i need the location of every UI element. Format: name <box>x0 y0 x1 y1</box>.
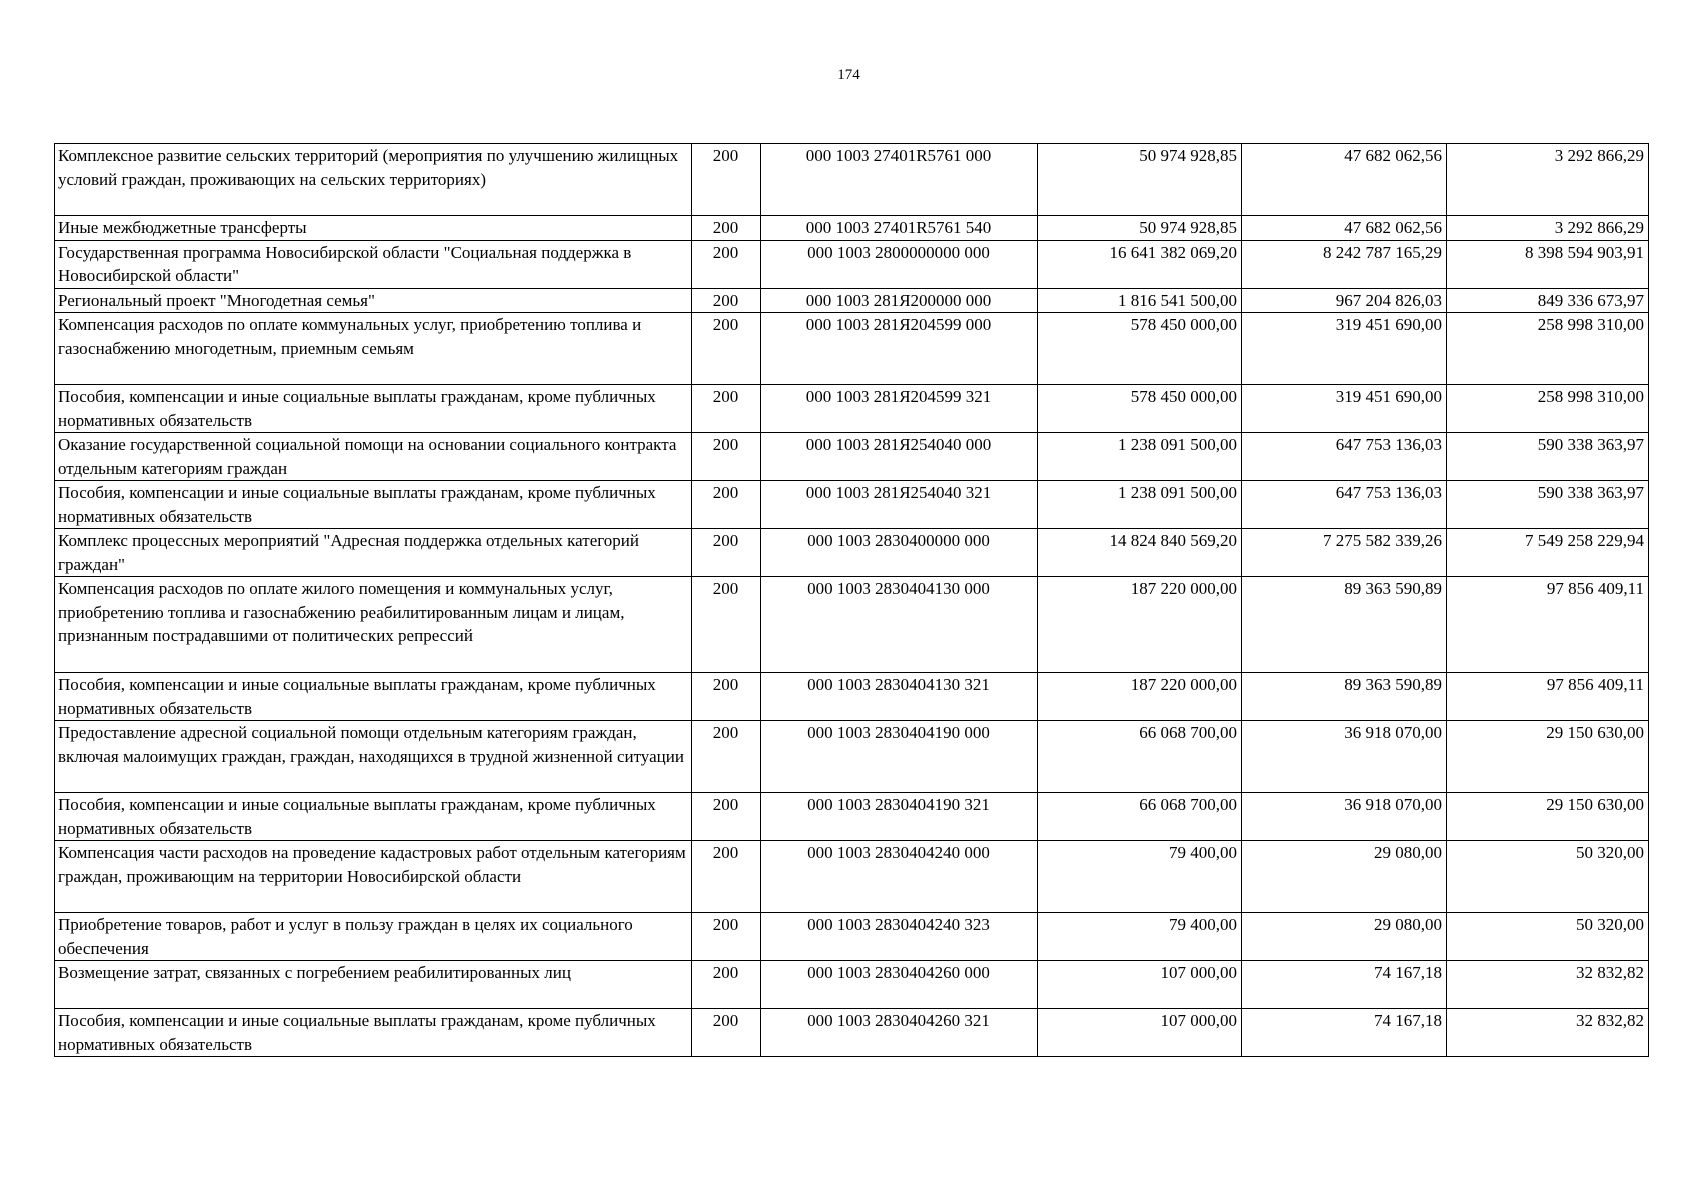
budget-classification-code-cell: 000 1003 2830404190 321 <box>761 793 1038 841</box>
admin-code-cell: 200 <box>692 240 761 288</box>
table-row <box>55 1009 1649 1057</box>
table-row <box>55 216 1649 241</box>
expense-name-cell: Пособия, компенсации и иные социальные выплаты гражданам, кроме публичных нормативных обязательств <box>55 481 692 529</box>
table-row <box>55 913 1649 961</box>
admin-code-cell: 200 <box>692 385 761 433</box>
executed-amount-cell: 647 753 136,03 <box>1242 433 1447 481</box>
admin-code-cell: 200 <box>692 961 761 1009</box>
unexecuted-amount-cell: 29 150 630,00 <box>1447 793 1649 841</box>
budget-classification-code-cell: 000 1003 27401R5761 540 <box>761 216 1038 241</box>
budget-classification-code-cell: 000 1003 281Я254040 000 <box>761 433 1038 481</box>
table-row <box>55 481 1649 529</box>
admin-code-cell: 200 <box>692 288 761 313</box>
approved-amount-cell: 107 000,00 <box>1038 961 1242 1009</box>
admin-code-cell: 200 <box>692 313 761 385</box>
executed-amount-cell: 319 451 690,00 <box>1242 313 1447 385</box>
unexecuted-amount-cell: 97 856 409,11 <box>1447 673 1649 721</box>
expense-name-cell: Пособия, компенсации и иные социальные выплаты гражданам, кроме публичных нормативных обязательств <box>55 793 692 841</box>
expense-name-cell: Пособия, компенсации и иные социальные выплаты гражданам, кроме публичных нормативных обязательств <box>55 673 692 721</box>
executed-amount-cell: 647 753 136,03 <box>1242 481 1447 529</box>
table-row <box>55 721 1649 793</box>
executed-amount-cell: 47 682 062,56 <box>1242 144 1447 216</box>
unexecuted-amount-cell: 258 998 310,00 <box>1447 313 1649 385</box>
unexecuted-amount-cell: 29 150 630,00 <box>1447 721 1649 793</box>
admin-code-cell: 200 <box>692 1009 761 1057</box>
unexecuted-amount-cell: 97 856 409,11 <box>1447 577 1649 673</box>
executed-amount-cell: 319 451 690,00 <box>1242 385 1447 433</box>
approved-amount-cell: 79 400,00 <box>1038 913 1242 961</box>
budget-classification-code-cell: 000 1003 2830404260 321 <box>761 1009 1038 1057</box>
executed-amount-cell: 29 080,00 <box>1242 913 1447 961</box>
table-row <box>55 793 1649 841</box>
table-row <box>55 961 1649 1009</box>
budget-classification-code-cell: 000 1003 281Я254040 321 <box>761 481 1038 529</box>
unexecuted-amount-cell: 32 832,82 <box>1447 1009 1649 1057</box>
expense-name-cell: Государственная программа Новосибирской области "Социальная поддержка в Новосибирской области" <box>55 240 692 288</box>
executed-amount-cell: 36 918 070,00 <box>1242 721 1447 793</box>
admin-code-cell: 200 <box>692 841 761 913</box>
approved-amount-cell: 1 238 091 500,00 <box>1038 481 1242 529</box>
page-number: 174 <box>837 67 860 83</box>
budget-classification-code-cell: 000 1003 2830404260 000 <box>761 961 1038 1009</box>
budget-classification-code-cell: 000 1003 281Я200000 000 <box>761 288 1038 313</box>
approved-amount-cell: 50 974 928,85 <box>1038 216 1242 241</box>
unexecuted-amount-cell: 258 998 310,00 <box>1447 385 1649 433</box>
executed-amount-cell: 29 080,00 <box>1242 841 1447 913</box>
table-row <box>55 433 1649 481</box>
table-row <box>55 385 1649 433</box>
unexecuted-amount-cell: 50 320,00 <box>1447 913 1649 961</box>
approved-amount-cell: 107 000,00 <box>1038 1009 1242 1057</box>
approved-amount-cell: 66 068 700,00 <box>1038 793 1242 841</box>
expense-name-cell: Компенсация расходов по оплате жилого помещения и коммунальных услуг, приобретению топлива и газоснабжению реабилитированным лицам и лицам, признанным пострадавшими от политических репрессий <box>55 577 692 673</box>
expense-name-cell: Комплекс процессных мероприятий "Адресная поддержка отдельных категорий граждан" <box>55 529 692 577</box>
expense-name-cell: Предоставление адресной социальной помощи отдельным категориям граждан, включая малоимущих граждан, граждан, находящихся в трудной жизненной ситуации <box>55 721 692 793</box>
approved-amount-cell: 79 400,00 <box>1038 841 1242 913</box>
budget-classification-code-cell: 000 1003 281Я204599 321 <box>761 385 1038 433</box>
executed-amount-cell: 74 167,18 <box>1242 961 1447 1009</box>
admin-code-cell: 200 <box>692 529 761 577</box>
table-row <box>55 577 1649 673</box>
expense-name-cell: Компенсация части расходов на проведение кадастровых работ отдельным категориям граждан, проживающим на территории Новосибирской области <box>55 841 692 913</box>
executed-amount-cell: 89 363 590,89 <box>1242 673 1447 721</box>
table-row <box>55 144 1649 216</box>
executed-amount-cell: 7 275 582 339,26 <box>1242 529 1447 577</box>
table-row <box>55 240 1649 288</box>
expense-name-cell: Возмещение затрат, связанных с погребением реабилитированных лиц <box>55 961 692 1009</box>
admin-code-cell: 200 <box>692 481 761 529</box>
expense-name-cell: Компенсация расходов по оплате коммунальных услуг, приобретению топлива и газоснабжению многодетным, приемным семьям <box>55 313 692 385</box>
budget-classification-code-cell: 000 1003 2830404240 000 <box>761 841 1038 913</box>
unexecuted-amount-cell: 590 338 363,97 <box>1447 433 1649 481</box>
budget-classification-code-cell: 000 1003 2830404190 000 <box>761 721 1038 793</box>
unexecuted-amount-cell: 590 338 363,97 <box>1447 481 1649 529</box>
budget-execution-table <box>54 143 1649 1057</box>
expense-name-cell: Региональный проект "Многодетная семья" <box>55 288 692 313</box>
executed-amount-cell: 74 167,18 <box>1242 1009 1447 1057</box>
executed-amount-cell: 8 242 787 165,29 <box>1242 240 1447 288</box>
approved-amount-cell: 187 220 000,00 <box>1038 577 1242 673</box>
table-body <box>55 144 1649 1057</box>
budget-classification-code-cell: 000 1003 2830400000 000 <box>761 529 1038 577</box>
admin-code-cell: 200 <box>692 673 761 721</box>
approved-amount-cell: 187 220 000,00 <box>1038 673 1242 721</box>
budget-classification-code-cell: 000 1003 2830404130 321 <box>761 673 1038 721</box>
admin-code-cell: 200 <box>692 216 761 241</box>
executed-amount-cell: 47 682 062,56 <box>1242 216 1447 241</box>
executed-amount-cell: 89 363 590,89 <box>1242 577 1447 673</box>
table-row <box>55 841 1649 913</box>
expense-name-cell: Пособия, компенсации и иные социальные выплаты гражданам, кроме публичных нормативных обязательств <box>55 1009 692 1057</box>
budget-classification-code-cell: 000 1003 2830404240 323 <box>761 913 1038 961</box>
executed-amount-cell: 36 918 070,00 <box>1242 793 1447 841</box>
expense-name-cell: Приобретение товаров, работ и услуг в пользу граждан в целях их социального обеспечения <box>55 913 692 961</box>
expense-name-cell: Оказание государственной социальной помощи на основании социального контракта отдельным категориям граждан <box>55 433 692 481</box>
expense-name-cell: Комплексное развитие сельских территорий (мероприятия по улучшению жилищных условий граждан, проживающих на сельских территориях) <box>55 144 692 216</box>
approved-amount-cell: 14 824 840 569,20 <box>1038 529 1242 577</box>
executed-amount-cell: 967 204 826,03 <box>1242 288 1447 313</box>
unexecuted-amount-cell: 3 292 866,29 <box>1447 144 1649 216</box>
approved-amount-cell: 66 068 700,00 <box>1038 721 1242 793</box>
admin-code-cell: 200 <box>692 144 761 216</box>
admin-code-cell: 200 <box>692 433 761 481</box>
unexecuted-amount-cell: 7 549 258 229,94 <box>1447 529 1649 577</box>
approved-amount-cell: 50 974 928,85 <box>1038 144 1242 216</box>
table-row <box>55 313 1649 385</box>
budget-classification-code-cell: 000 1003 27401R5761 000 <box>761 144 1038 216</box>
unexecuted-amount-cell: 8 398 594 903,91 <box>1447 240 1649 288</box>
expense-name-cell: Пособия, компенсации и иные социальные выплаты гражданам, кроме публичных нормативных обязательств <box>55 385 692 433</box>
admin-code-cell: 200 <box>692 793 761 841</box>
expense-name-cell: Иные межбюджетные трансферты <box>55 216 692 241</box>
approved-amount-cell: 578 450 000,00 <box>1038 385 1242 433</box>
unexecuted-amount-cell: 3 292 866,29 <box>1447 216 1649 241</box>
approved-amount-cell: 16 641 382 069,20 <box>1038 240 1242 288</box>
budget-classification-code-cell: 000 1003 2830404130 000 <box>761 577 1038 673</box>
unexecuted-amount-cell: 50 320,00 <box>1447 841 1649 913</box>
table-row <box>55 529 1649 577</box>
admin-code-cell: 200 <box>692 913 761 961</box>
table-row <box>55 288 1649 313</box>
unexecuted-amount-cell: 32 832,82 <box>1447 961 1649 1009</box>
budget-classification-code-cell: 000 1003 281Я204599 000 <box>761 313 1038 385</box>
budget-classification-code-cell: 000 1003 2800000000 000 <box>761 240 1038 288</box>
approved-amount-cell: 578 450 000,00 <box>1038 313 1242 385</box>
approved-amount-cell: 1 816 541 500,00 <box>1038 288 1242 313</box>
unexecuted-amount-cell: 849 336 673,97 <box>1447 288 1649 313</box>
admin-code-cell: 200 <box>692 577 761 673</box>
approved-amount-cell: 1 238 091 500,00 <box>1038 433 1242 481</box>
table-row <box>55 673 1649 721</box>
admin-code-cell: 200 <box>692 721 761 793</box>
